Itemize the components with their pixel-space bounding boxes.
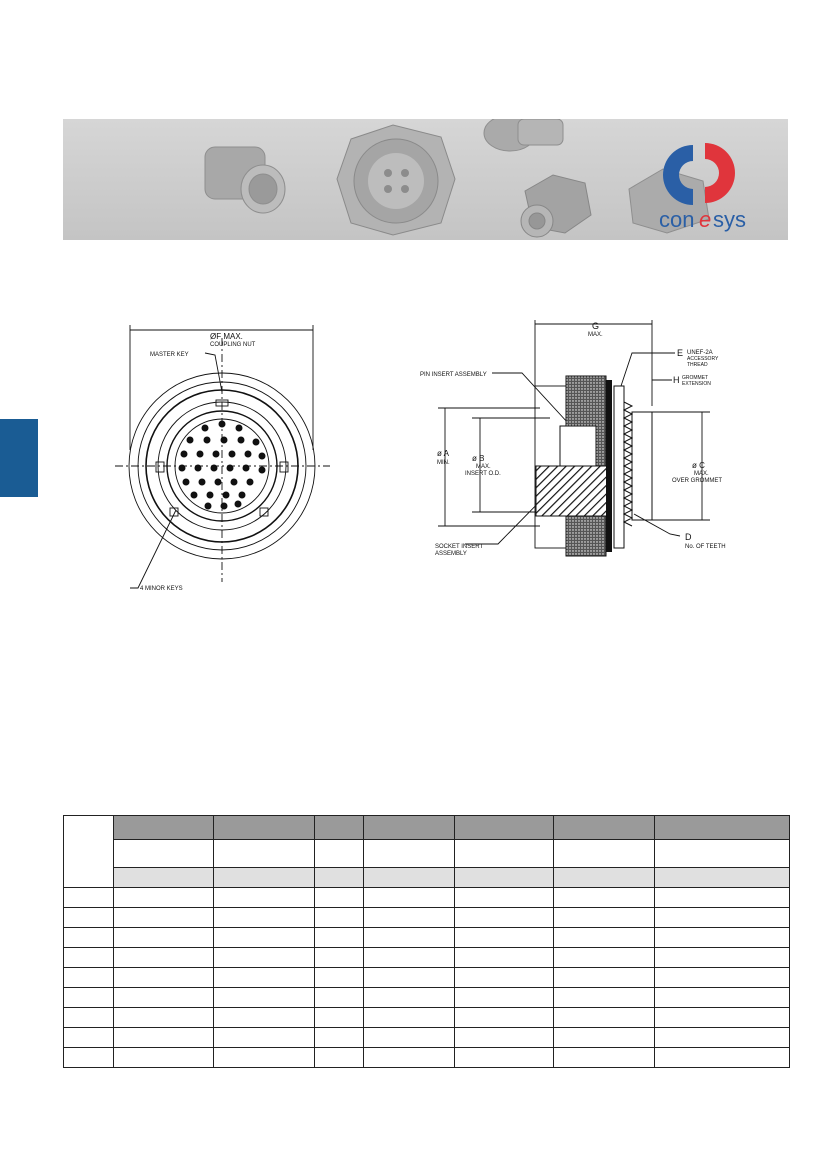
table-header-cell: [655, 816, 790, 840]
table-row: [64, 948, 790, 968]
table-cell: [315, 1008, 364, 1028]
table-cell: [114, 988, 214, 1008]
label-pin-insert: PIN INSERT ASSEMBLY: [420, 372, 487, 378]
label-a: ø A: [437, 449, 450, 458]
table-cell: [315, 908, 364, 928]
table-units-cell: [364, 868, 455, 888]
logo-text-sys: sys: [713, 207, 746, 232]
label-minor-keys: 4 MINOR KEYS: [140, 586, 183, 592]
table-cell: [455, 928, 554, 948]
label-a-min: MIN.: [437, 460, 450, 466]
table-row: [64, 908, 790, 928]
label-h-desc1: GROMMET: [682, 375, 709, 381]
table-cell: [315, 1028, 364, 1048]
table-units-row: [64, 868, 790, 888]
table-header-row: [64, 816, 790, 840]
table-cell: [554, 968, 655, 988]
label-c: ø C: [692, 461, 705, 470]
table-cell: [554, 928, 655, 948]
table-cell: [114, 948, 214, 968]
label-b-max: MAX.: [476, 464, 491, 470]
table-cell: [64, 988, 114, 1008]
table-cell: [64, 948, 114, 968]
table-cell: [214, 908, 315, 928]
table-cell: [214, 1028, 315, 1048]
label-socket2: ASSEMBLY: [435, 551, 467, 557]
table-cell: [455, 1008, 554, 1028]
table-cell: [455, 948, 554, 968]
table-cell: [364, 928, 455, 948]
table-cell: [214, 888, 315, 908]
table-subheader-cell: [364, 840, 455, 868]
label-c-max: MAX.: [694, 471, 709, 477]
table-units-cell: [114, 868, 214, 888]
table-header-cell: [214, 816, 315, 840]
table-cell: [114, 908, 214, 928]
table-cell: [64, 888, 114, 908]
spec-table: [63, 815, 790, 1068]
table-subheader-cell: [114, 840, 214, 868]
table-cell: [64, 928, 114, 948]
table-units-cell: [655, 868, 790, 888]
table-header-cell: [315, 816, 364, 840]
table-cell: [364, 1048, 455, 1068]
label-f-max: ØF MAX.: [210, 332, 243, 341]
table-row: [64, 1048, 790, 1068]
table-cell: [364, 988, 455, 1008]
table-row: [64, 988, 790, 1008]
table-cell: [655, 1008, 790, 1028]
table-cell: [655, 908, 790, 928]
label-g: G: [592, 321, 600, 331]
table-cell: [64, 1028, 114, 1048]
label-d: D: [685, 532, 692, 542]
table-row: [64, 1008, 790, 1028]
table-cell: [655, 968, 790, 988]
table-cell: [214, 968, 315, 988]
table-units-cell: [554, 868, 655, 888]
table-cell: [655, 948, 790, 968]
table-cell: [655, 888, 790, 908]
table-cell: [214, 1008, 315, 1028]
table-units-cell: [455, 868, 554, 888]
table-row: [64, 1028, 790, 1048]
table-cell: [655, 1028, 790, 1048]
table-cell: [455, 968, 554, 988]
table-subheader-cell: [214, 840, 315, 868]
logo-text-e: e: [699, 207, 712, 232]
table-cell: [214, 948, 315, 968]
front-view-drawing: [110, 320, 350, 600]
table-subheader-row: [64, 840, 790, 868]
table-cell: [364, 908, 455, 928]
table-units-cell: [315, 868, 364, 888]
label-coupling-nut: COUPLING NUT: [210, 342, 256, 348]
table-cell: [554, 1028, 655, 1048]
table-subheader-cell: [655, 840, 790, 868]
table-cell: [64, 908, 114, 928]
table-cell: [315, 948, 364, 968]
label-e-desc2: ACCESSORY: [687, 356, 719, 362]
table-cell: [554, 1008, 655, 1028]
table-cell: [655, 1048, 790, 1068]
table-cell: [455, 888, 554, 908]
table-header-cell: [364, 816, 455, 840]
table-cell: [554, 948, 655, 968]
table-cell: [364, 948, 455, 968]
table-subheader-cell: [455, 840, 554, 868]
label-socket1: SOCKET INSERT: [435, 544, 484, 550]
table-cell: [455, 908, 554, 928]
table-cell: [114, 1048, 214, 1068]
table-cell: [455, 1028, 554, 1048]
product-banner: [63, 119, 788, 240]
table-cell: [64, 1048, 114, 1068]
table-cell: [64, 968, 114, 988]
label-g-max: MAX.: [588, 332, 603, 338]
table-cell: [114, 1028, 214, 1048]
table-cell: [554, 888, 655, 908]
table-cell: [655, 928, 790, 948]
table-cell: [364, 888, 455, 908]
table-cell: [214, 988, 315, 1008]
label-e-desc3: THREAD: [687, 362, 708, 368]
table-row: [64, 968, 790, 988]
label-d-desc: No. OF TEETH: [685, 544, 726, 550]
table-cell: [114, 928, 214, 948]
table-cell: [64, 1008, 114, 1028]
table-cell: [554, 908, 655, 928]
table-cell: [315, 968, 364, 988]
table-cell: [114, 888, 214, 908]
table-cell: [554, 988, 655, 1008]
table-cell: [114, 1008, 214, 1028]
table-cell: [364, 1008, 455, 1028]
table-cell: [315, 988, 364, 1008]
label-e: E: [677, 348, 684, 358]
table-subheader-cell: [554, 840, 655, 868]
table-header-cell: [554, 816, 655, 840]
table-cell: [455, 1048, 554, 1068]
label-b: ø B: [472, 454, 485, 463]
table-cell: [554, 1048, 655, 1068]
table-cell: [114, 968, 214, 988]
label-e-desc1: UNEF-2A: [687, 350, 713, 356]
table-cell: [315, 888, 364, 908]
table-cell: [315, 1048, 364, 1068]
table-cell: [214, 1048, 315, 1068]
section-tab: [0, 419, 38, 497]
table-cell: [455, 988, 554, 1008]
table-units-cell: [214, 868, 315, 888]
label-c-desc: OVER GROMMET: [672, 478, 723, 484]
table-cell: [214, 928, 315, 948]
label-b-desc: INSERT O.D.: [465, 471, 501, 477]
table-header-cell: [455, 816, 554, 840]
table-header-cell: [114, 816, 214, 840]
logo-text-con: con: [659, 207, 695, 232]
table-cell: [364, 1028, 455, 1048]
conesys-logo: [653, 135, 763, 235]
table-cell: [655, 988, 790, 1008]
label-h-desc2: EXTENSION: [682, 381, 711, 387]
table-subheader-cell: [315, 840, 364, 868]
table-cell: [364, 968, 455, 988]
label-h: H: [673, 375, 680, 385]
table-row: [64, 928, 790, 948]
table-row: [64, 888, 790, 908]
label-master-key: MASTER KEY: [150, 352, 189, 358]
table-cell: [315, 928, 364, 948]
table-corner-cell: [64, 816, 114, 888]
side-view-drawing: [410, 316, 770, 576]
